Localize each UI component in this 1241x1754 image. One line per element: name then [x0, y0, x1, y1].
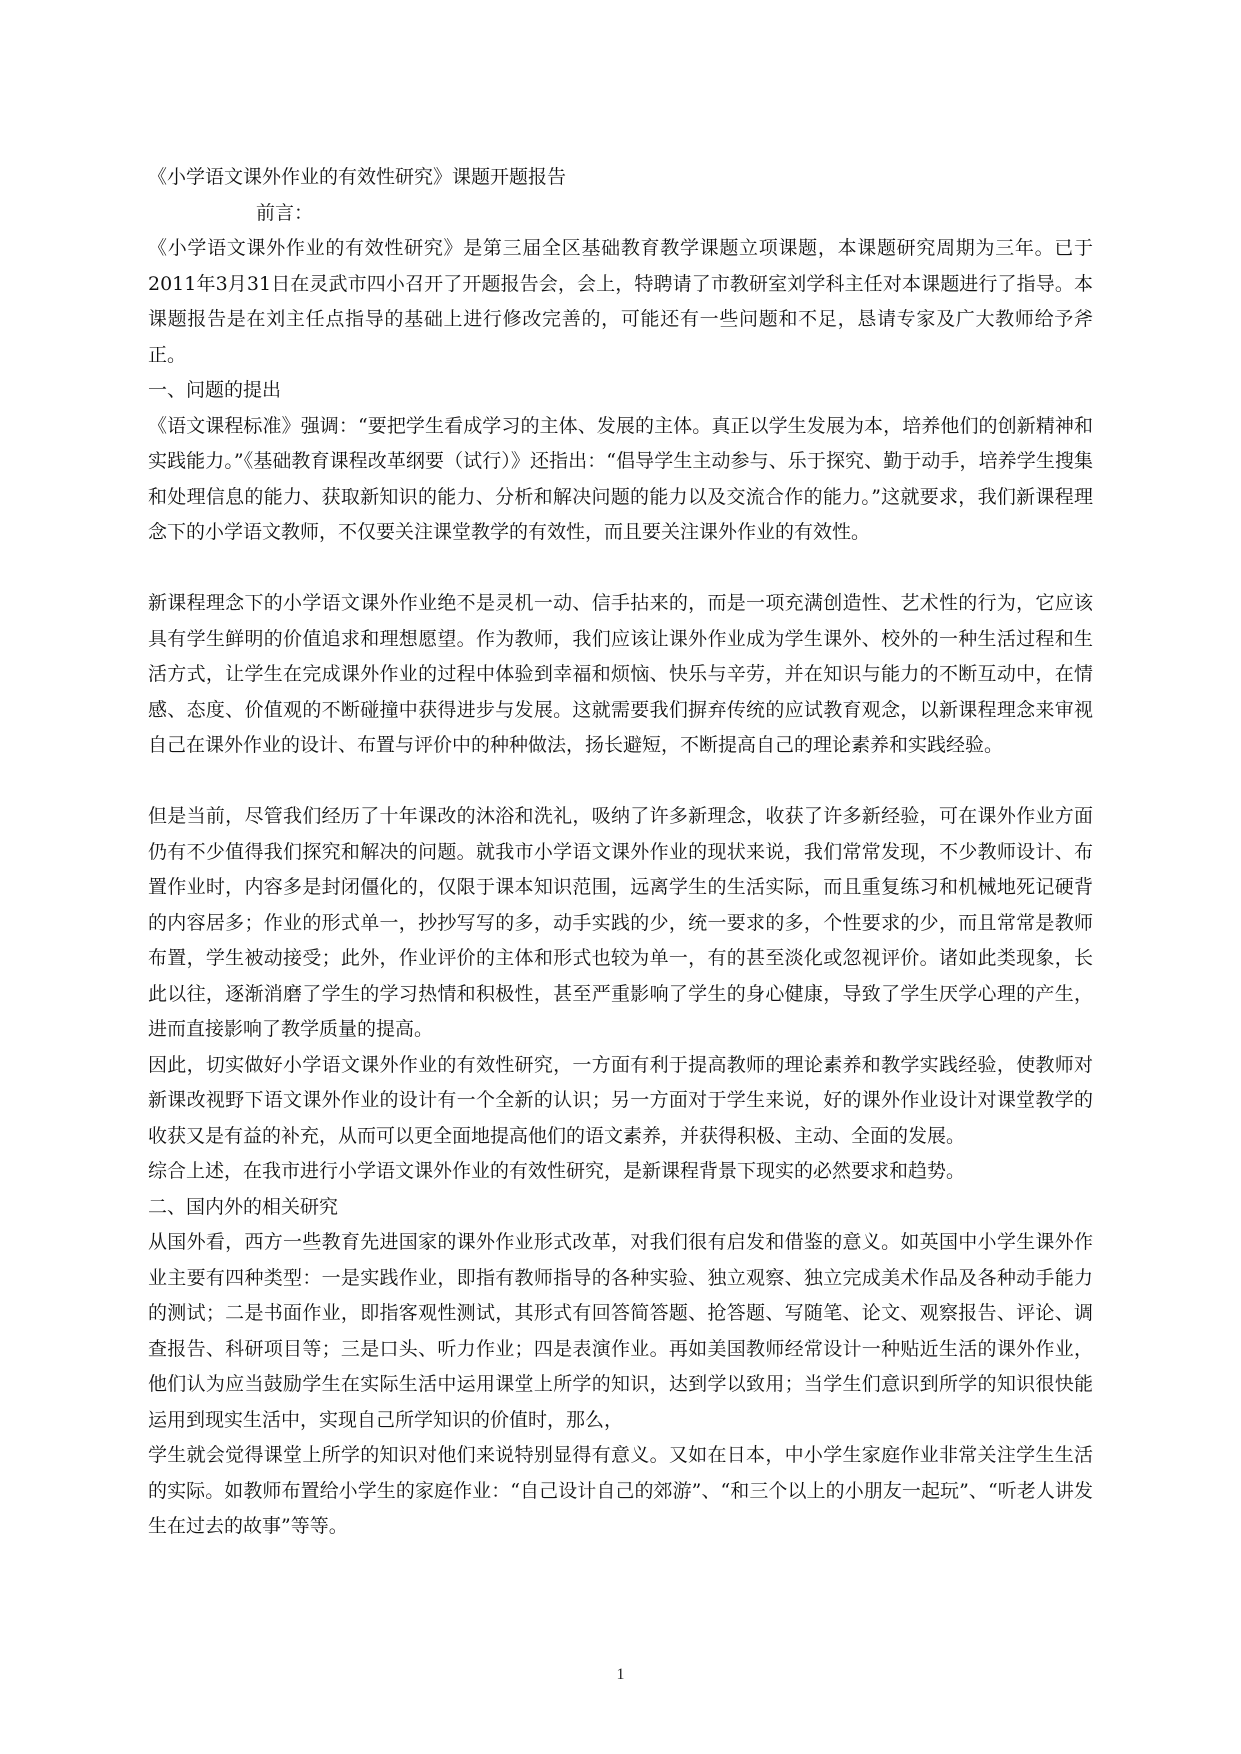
section-heading-1: 一、问题的提出 [148, 379, 282, 401]
body-paragraph: 但是当前，尽管我们经历了十年课改的沐浴和洗礼，吸纳了许多新理念，收获了许多新经验，可在课外作业方面仍有不少值得我们探究和解决的问题。就我市小学语文课外作业的现状来说，我们常常发现，不少教师设计、布置作业时，内容多是封闭僵化的，仅限于课本知识范围，远离学生的生活实际，而且重复练习和机械地死记硬背的内容居多；作业的形式单一，抄抄写写的多，动手实践的少，统一要求的多，个性要求的少，而且常常是教师布置，学生被动接受；此外，作业评价的主体和形式也较为单一，有的甚至淡化或忽视评价。诸如此类现象，长此以往，逐渐消磨了学生的学习热情和积极性，甚至严重影响了学生的身心健康，导致了学生厌学心理的产生，进而直接影响了教学质量的提高。 [148, 805, 1093, 1040]
preface-paragraph: 《小学语文课外作业的有效性研究》是第三届全区基础教育教学课题立项课题，本课题研究周期为三年。已于2011年3月31日在灵武市四小召开了开题报告会，会上，特聘请了市教研室刘学科主任对本课题进行了指导。本课题报告是在刘主任点指导的基础上进行修改完善的，可能还有一些问题和不足，恳请专家及广大教师给予斧正。 [148, 237, 1093, 366]
page-number: 1 [616, 1666, 625, 1683]
preface-heading: 前言： [256, 201, 314, 224]
document-body [148, 160, 1093, 1545]
section-heading-2: 二、国内外的相关研究 [148, 1195, 339, 1218]
paragraph-gap [148, 764, 1093, 800]
body-paragraph: 因此，切实做好小学语文课外作业的有效性研究，一方面有利于提高教师的理论素养和教学实践经验，使教师对新课改视野下语文课外作业的设计有一个全新的认识；另一方面对于学生来说，好的课外作业设计对课堂教学的收获又是有益的补充，从而可以更全面地提高他们的语文素养，并获得积极、主动、全面的发展。 [148, 1053, 1093, 1147]
paragraph-gap [148, 551, 1093, 587]
body-paragraph: 新课程理念下的小学语文课外作业绝不是灵机一动、信手拈来的，而是一项充满创造性、艺术性的行为，它应该具有学生鲜明的价值追求和理想愿望。作为教师，我们应该让课外作业成为学生课外、校外的一种生活过程和生活方式，让学生在完成课外作业的过程中体验到幸福和烦恼、快乐与辛劳，并在知识与能力的不断互动中，在情感、态度、价值观的不断碰撞中获得进步与发展。这就需要我们摒弃传统的应试教育观念，以新课程理念来审视自己在课外作业的设计、布置与评价中的种种做法，扬长避短，不断提高自己的理论素养和实践经验。 [148, 592, 1093, 756]
body-paragraph: 《语文课程标准》强调：“要把学生看成学习的主体、发展的主体。真正以学生发展为本，培养他们的创新精神和实践能力。”《基础教育课程改革纲要（试行）》还指出：“倡导学生主动参与、乐于探究、勤于动手，培养学生搜集和处理信息的能力、获取新知识的能力、分析和解决问题的能力以及交流合作的能力。”这就要求，我们新课程理念下的小学语文教师，不仅要关注课堂教学的有效性，而且要关注课外作业的有效性。 [148, 414, 1093, 543]
body-paragraph: 学生就会觉得课堂上所学的知识对他们来说特别显得有意义。又如在日本，中小学生家庭作业非常关注学生生活的实际。如教师布置给小学生的家庭作业：“自己设计自己的郊游”、“和三个以上的小朋友一起玩”、“听老人讲发生在过去的故事”等等。 [148, 1444, 1093, 1537]
body-paragraph: 从国外看，西方一些教育先进国家的课外作业形式改革，对我们很有启发和借鉴的意义。如英国中小学生课外作业主要有四种类型：一是实践作业，即指有教师指导的各种实验、独立观察、独立完成美术作品及各种动手能力的测试；二是书面作业，即指客观性测试，其形式有回答简答题、抢答题、写随笔、论文、观察报告、评论、调查报告、科研项目等；三是口头、听力作业；四是表演作业。再如美国教师经常设计一种贴近生活的课外作业，他们认为应当鼓励学生在实际生活中运用课堂上所学的知识，达到学以致用；当学生们意识到所学的知识很快能运用到现实生活中，实现自己所学知识的价值时，那么， [148, 1231, 1093, 1431]
document-title: 《小学语文课外作业的有效性研究》课题开题报告 [148, 166, 567, 188]
body-paragraph: 综合上述，在我市进行小学语文课外作业的有效性研究，是新课程背景下现实的必然要求和趋势。 [148, 1160, 966, 1182]
